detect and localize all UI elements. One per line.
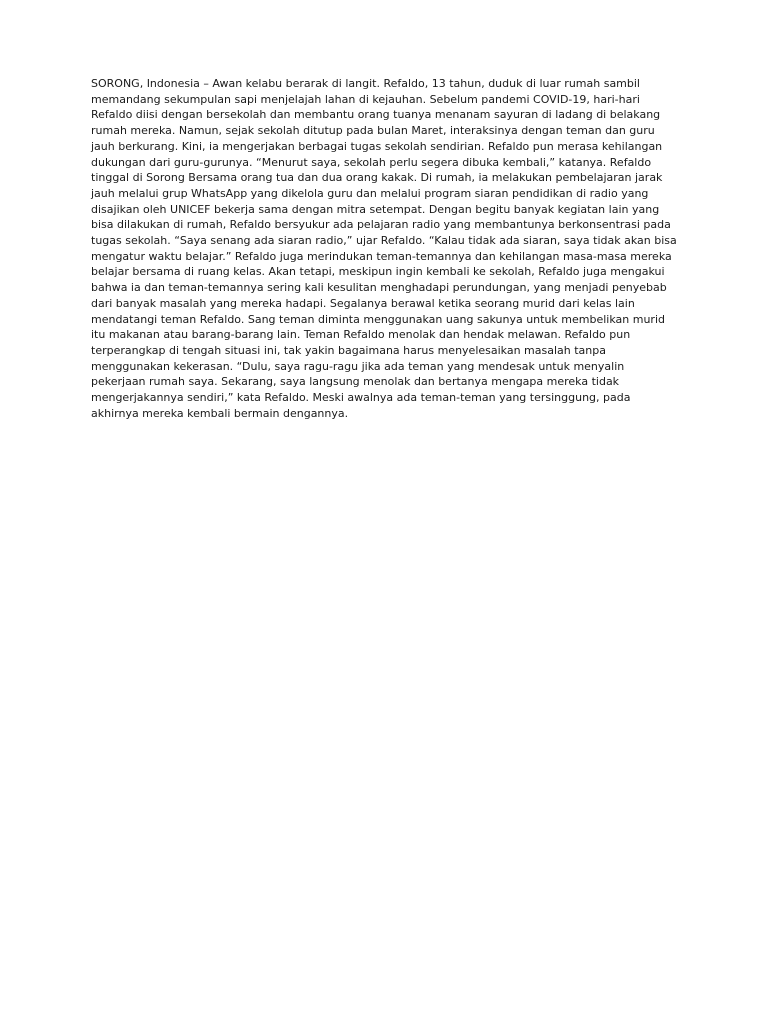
body-paragraph: SORONG, Indonesia – Awan kelabu berarak di langit. Refaldo, 13 tahun, duduk di luar rumah sambil memandang sekumpulan sapi menjelajah lahan di kejauhan. Sebelum pandemi COVID-19, hari-hari Refaldo diisi dengan bersekolah dan membantu orang tuanya menanam sayuran di ladang di belakang rumah mereka. Namun, sejak sekolah ditutup pada bulan Maret, interaksinya dengan teman dan guru jauh berkurang. Kini, ia mengerjakan berbagai tugas sekolah sendirian. Refaldo pun merasa kehilangan dukungan dari guru-gurunya. “Menurut saya, sekolah perlu segera dibuka kembali,” katanya. Refaldo tinggal di Sorong Bersama orang tua dan dua orang kakak. Di rumah, ia melakukan pembelajaran jarak jauh melalui grup WhatsApp yang dikelola guru dan melalui program siaran pendidikan di radio yang disajikan oleh UNICEF bekerja sama dengan mitra setempat. Dengan begitu banyak kegiatan lain yang bisa dilakukan di rumah, Refaldo bersyukur ada pelajaran radio yang membantunya berkonsentrasi pada tugas sekolah. “Saya senang ada siaran radio,” ujar Refaldo. “Kalau tidak ada siaran, saya tidak akan bisa mengatur waktu belajar.” Refaldo juga merindukan teman-temannya dan kehilangan masa-masa mereka belajar bersama di ruang kelas. Akan tetapi, meskipun ingin kembali ke sekolah, Refaldo juga mengakui bahwa ia dan teman-temannya sering kali kesulitan menghadapi perundungan, yang menjadi penyebab dari banyak masalah yang mereka hadapi. Segalanya berawal ketika seorang murid dari kelas lain mendatangi teman Refaldo. Sang teman diminta menggunakan uang sakunya untuk membelikan murid itu makanan atau barang-barang lain. Teman Refaldo menolak dan hendak melawan. Refaldo pun terperangkap di tengah situasi ini, tak yakin bagaimana harus menyelesaikan masalah tanpa menggunakan kekerasan. “Dulu, saya ragu-ragu jika ada teman yang mendesak untuk menyalin pekerjaan rumah saya. Sekarang, saya langsung menolak dan bertanya mengapa mereka tidak mengerjakannya sendiri,” kata Refaldo. Meski awalnya ada teman-teman yang tersinggung, pada akhirnya mereka kembali bermain dengannya.	[91, 77, 677, 420]
